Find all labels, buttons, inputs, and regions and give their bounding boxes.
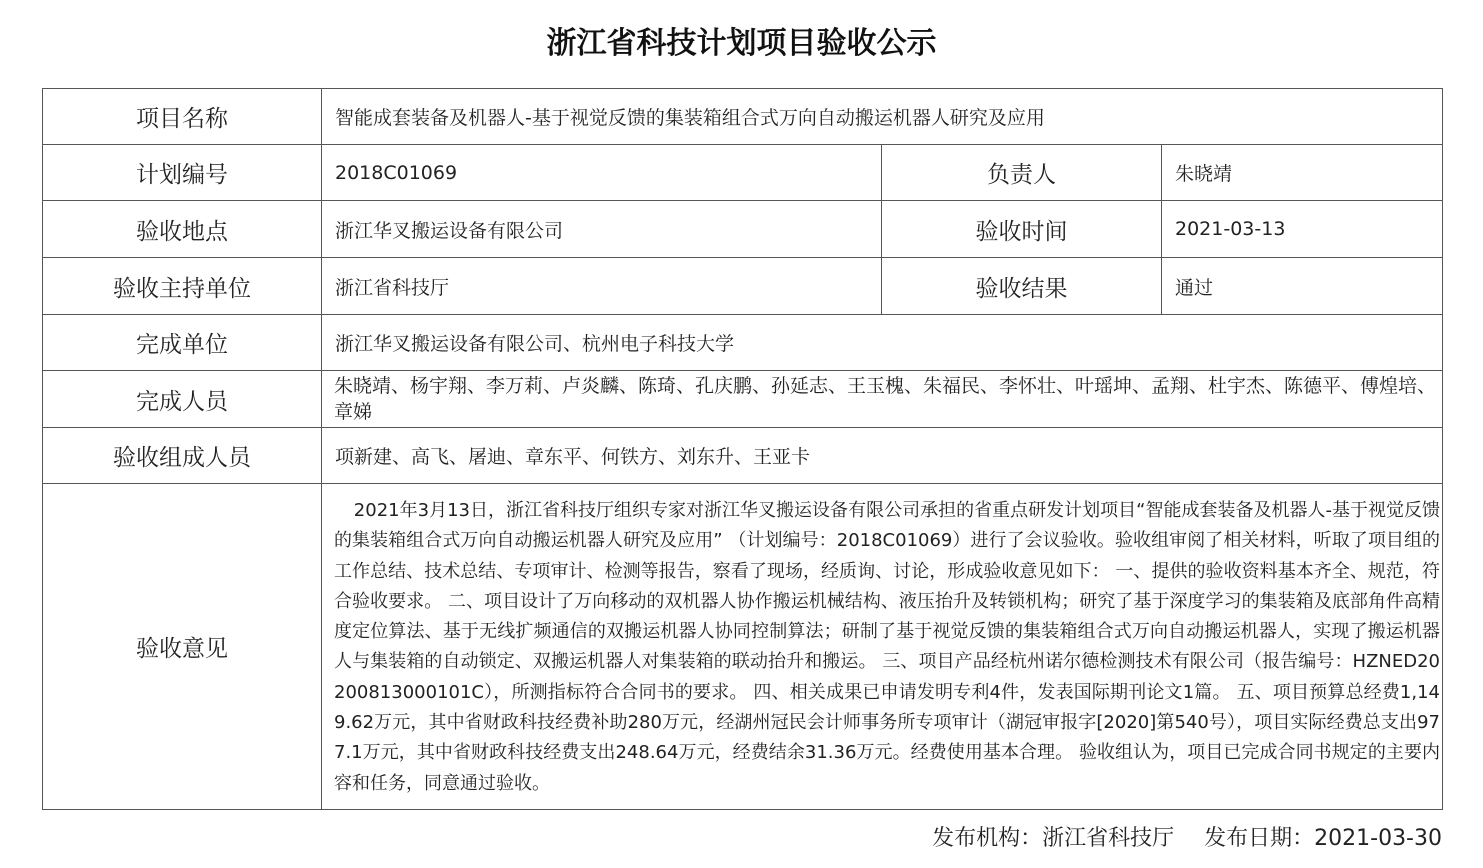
row-completion-unit: [43, 315, 1443, 371]
acceptance-group-value: 项新建、高飞、屠迪、章东平、何铁方、刘东升、王亚卡: [322, 428, 1443, 484]
project-name-value: 智能成套装备及机器人-基于视觉反馈的集装箱组合式万向自动搬运机器人研究及应用: [322, 89, 1443, 145]
publisher: 发布机构：浙江省科技厅: [932, 826, 1175, 851]
completion-unit-label: 完成单位: [43, 315, 322, 371]
acceptance-result-label: 验收结果: [882, 258, 1162, 315]
leader-value: 朱晓靖: [1162, 145, 1443, 201]
leader-label: 负责人: [882, 145, 1162, 201]
acceptance-group-label: 验收组成人员: [43, 428, 322, 484]
row-project-name: [43, 89, 1443, 145]
footer: [932, 824, 1442, 854]
row-host-unit: [43, 258, 1443, 315]
acceptance-opinion-value: 2021年3月13日，浙江省科技厅组织专家对浙江华叉搬运设备有限公司承担的省重点研发计划项目“智能成套装备及机器人-基于视觉反馈的集装箱组合式万向自动搬运机器人研究及应用” （计划编号：2018C01069）进行了会议验收。验收组审阅了相关材料，听取了项目组的工作总结、技术总结、专项审计、检测等报告，察看了现场，经质询、讨论，形成验收意见如下： 一、提供的验收资料基本齐全、规范，符合验收要求。 二、项目设计了万向移动的双机器人协作搬运机械结构、液压抬升及转锁机构；研究了基于深度学习的集装箱及底部角件高精度定位算法、基于无线扩频通信的双搬运机器人协同控制算法；研制了基于视觉反馈的集装箱组合式万向自动搬运机器人，实现了搬运机器人与集装箱的自动锁定、双搬运机器人对集装箱的联动抬升和搬运。 三、项目产品经杭州诺尔德检测技术有限公司（报告编号：HZNED20200813000101C），所测指标符合合同书的要求。 四、相关成果已申请发明专利4件，发表国际期刊论文1篇。 五、项目预算总经费1,149.62万元，其中省财政科技经费补助280万元，经湖州冠民会计师事务所专项审计（湖冠审报字[2020]第540号），项目实际经费总支出977.1万元，其中省财政科技经费支出248.64万元，经费结余31.36万元。经费使用基本合理。 验收组认为，项目已完成合同书规定的主要内容和任务，同意通过验收。: [322, 484, 1443, 810]
project-name-label: 项目名称: [43, 89, 322, 145]
row-acceptance-opinion: [43, 484, 1443, 810]
completion-personnel-label: 完成人员: [43, 371, 322, 428]
acceptance-location-value: 浙江华叉搬运设备有限公司: [322, 201, 882, 258]
plan-number-label: 计划编号: [43, 145, 322, 201]
acceptance-opinion-label: 验收意见: [43, 484, 322, 810]
host-unit-value: 浙江省科技厅: [322, 258, 882, 315]
row-plan-number: [43, 145, 1443, 201]
row-acceptance-location: [43, 201, 1443, 258]
acceptance-location-label: 验收地点: [43, 201, 322, 258]
plan-number-value: 2018C01069: [322, 145, 882, 201]
acceptance-time-value: 2021-03-13: [1162, 201, 1443, 258]
completion-personnel-value: 朱晓靖、杨宇翔、李万莉、卢炎麟、陈琦、孔庆鹏、孙延志、王玉槐、朱福民、李怀壮、叶瑶坤、孟翔、杜宇杰、陈德平、傅煌培、章娣: [322, 371, 1443, 428]
page-title: 浙江省科技计划项目验收公示: [546, 26, 937, 61]
row-acceptance-group: [43, 428, 1443, 484]
row-completion-personnel: [43, 371, 1443, 428]
completion-unit-value: 浙江华叉搬运设备有限公司、杭州电子科技大学: [322, 315, 1443, 371]
publish-date: 发布日期：2021-03-30: [1204, 826, 1442, 851]
notice-table: [42, 88, 1443, 810]
acceptance-result-value: 通过: [1162, 258, 1443, 315]
host-unit-label: 验收主持单位: [43, 258, 322, 315]
acceptance-time-label: 验收时间: [882, 201, 1162, 258]
